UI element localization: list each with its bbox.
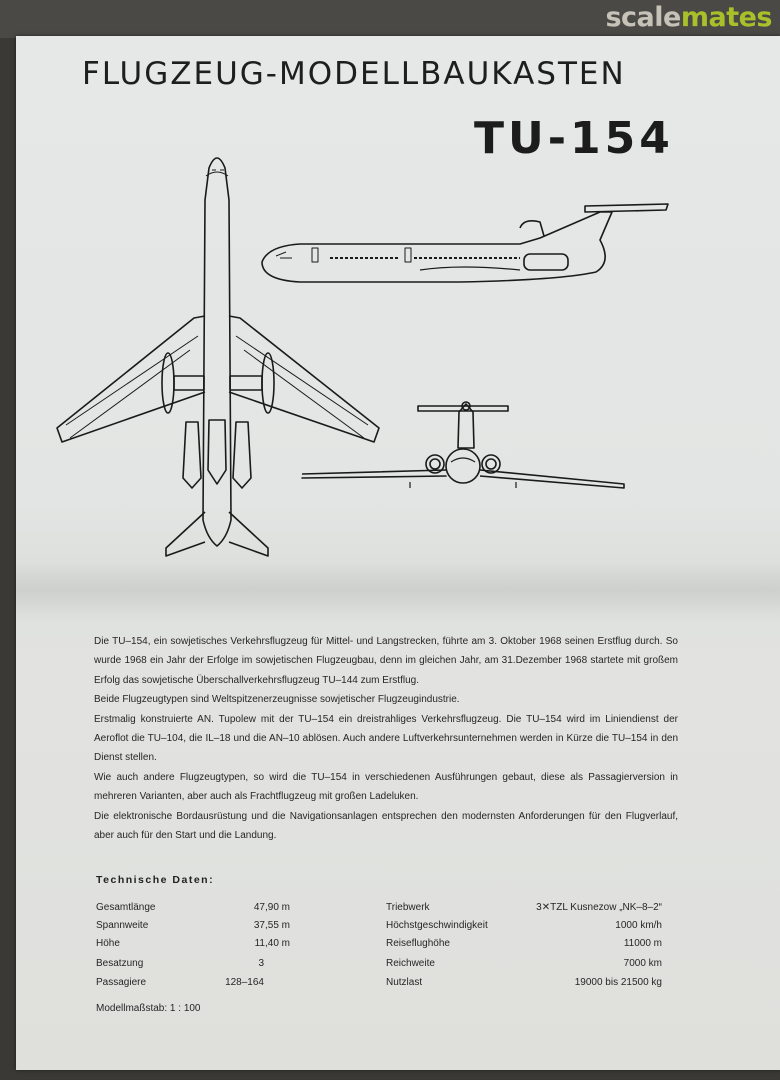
spec-value: 19000 bis 21500 kg (574, 977, 662, 988)
spec-label: Reiseflughöhe (386, 938, 450, 949)
top-view-drawing (57, 158, 379, 556)
model-scale: Modellmaßstab: 1 : 100 (96, 1003, 201, 1014)
spec-value: 3✕TZL Kusnezow „NK–8–2“ (536, 902, 662, 913)
paragraph: Beide Flugzeugtypen sind Weltspitzenerzeugnisse sowjetischer Flugzeugindustrie. (94, 694, 460, 706)
tech-heading: Technische Daten: (96, 874, 215, 886)
spec-value: 11000 m (623, 938, 662, 949)
spec-label: Reichweite (386, 958, 435, 969)
paragraph: Die elektronische Bordausrüstung und die Navigationsanlagen entsprechen den modernsten Anforderungen für den Flugverlauf, aber auch für den Start und die Landung. (94, 810, 678, 842)
spec-value: 1000 km/h (615, 920, 662, 931)
spec-label: Spannweite (96, 920, 149, 931)
spec-label: Gesamtlänge (96, 902, 156, 913)
model-name: TU-154 (474, 113, 674, 164)
spec-label: Triebwerk (386, 902, 430, 913)
spec-value: 3 (258, 958, 264, 969)
paragraph: Die TU–154, ein sowjetisches Verkehrsflugzeug für Mittel- und Langstrecken, führte am 3. Oktober 1968 seinen Erstflug durch. So wurde 1968 ein Jahr der Erfolge im sowjetischen Flugzeugbau, denn im gleichen Jahr, am 31.Dezember 1968 startete mit großem Erfolg das sowjetische Überschallverkehrsflugzeug TU–144 zum Erstflug. (94, 636, 678, 686)
spec-label: Nutzlast (386, 977, 423, 988)
scalemates-watermark: scalemates (605, 2, 772, 33)
spec-value: 47,90 m (253, 902, 290, 913)
page-title: FLUGZEUG-MODELLBAUKASTEN (82, 56, 626, 92)
side-view-drawing (262, 204, 668, 282)
paragraph: Wie auch andere Flugzeugtypen, so wird die TU–154 in verschiedenen Ausführungen gebaut, diese als Passagierversion in mehreren Varianten, aber auch als Frachtflugzeug mit großen Ladeluken. (94, 771, 678, 803)
spec-value: 128–164 (225, 977, 264, 988)
spec-value: 7000 km (623, 958, 662, 969)
paragraph: Erstmalig konstruierte AN. Tupolew mit der TU–154 ein dreistrahliges Verkehrsflugzeug. Die TU–154 wird im Liniendienst der Aeroflot die TU–104, die IL–18 und die AN–10 ablösen. Auch andere Luftverkehrsunternehmen werden in Kürze die TU–154 in den Dienst stellen. (94, 713, 678, 764)
spec-value: 11,40 m (254, 938, 290, 949)
spec-label: Höchstgeschwindigkeit (386, 920, 488, 931)
spec-label: Höhe (96, 938, 120, 949)
spec-label: Besatzung (96, 958, 144, 969)
spec-label: Passagiere (96, 977, 147, 988)
front-view-drawing (302, 402, 624, 488)
spec-value: 37,55 m (253, 920, 290, 931)
description-text (94, 632, 678, 845)
